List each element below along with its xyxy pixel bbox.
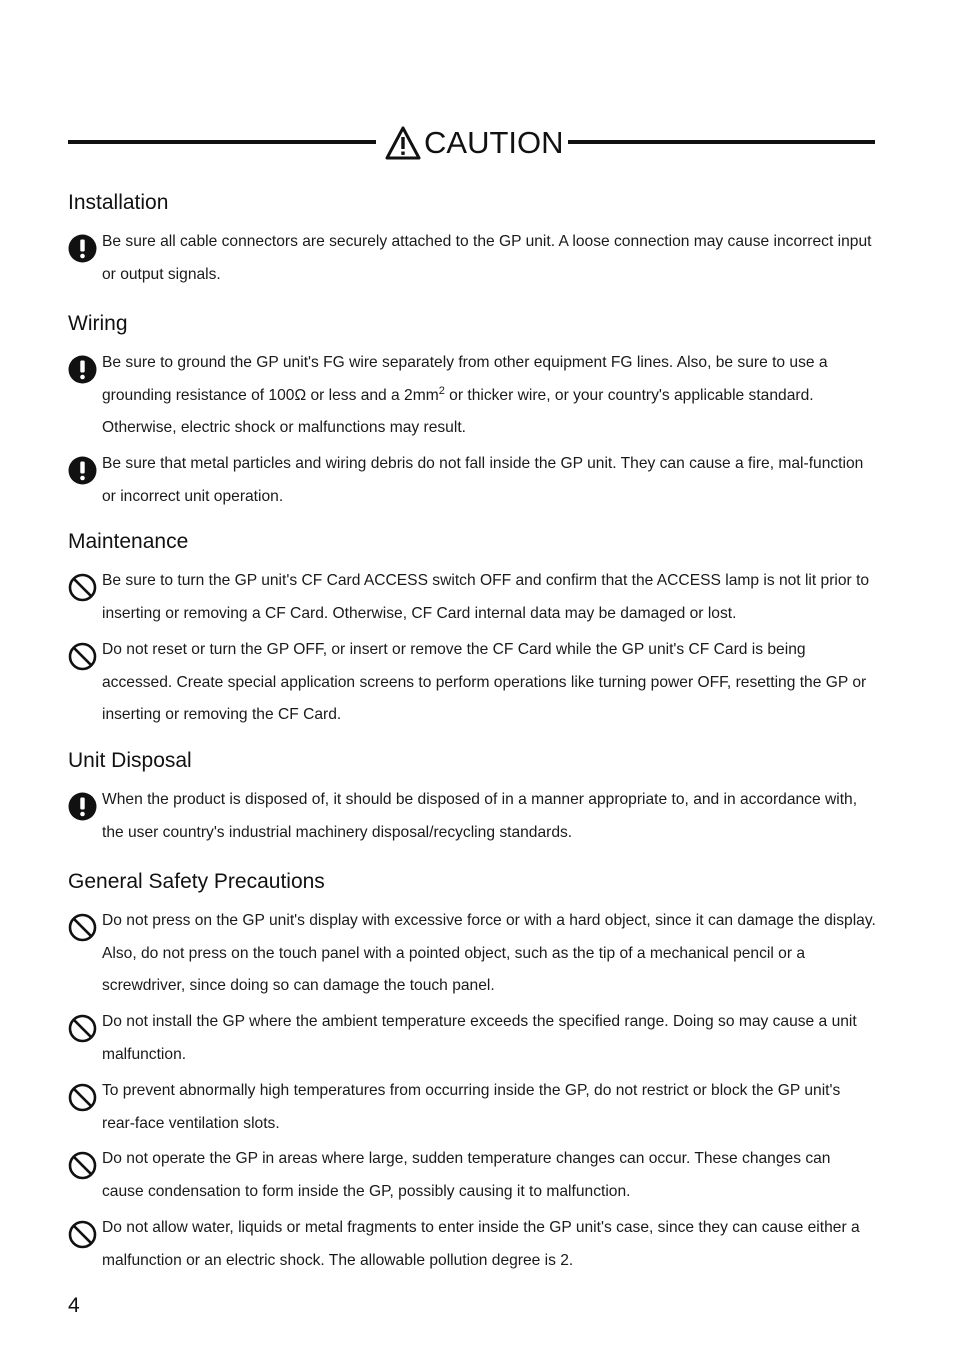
- prohibited-icon: [68, 1014, 97, 1043]
- caution-header: [68, 120, 875, 166]
- page-number: 4: [68, 1294, 80, 1317]
- header-rule-right: [568, 140, 875, 144]
- caution-item-text: Be sure to turn the GP unit's CF Card ACCESS switch OFF and confirm that the ACCESS lamp is not lit prior to inserting or removing a CF Card. Otherwise, CF Card internal data may be damaged or lost.: [102, 572, 870, 622]
- warning-triangle-icon: [384, 125, 422, 161]
- prohibited-icon: [68, 1083, 97, 1112]
- section-heading-maintenance: Maintenance: [68, 530, 189, 553]
- section-heading-unit-disposal: Unit Disposal: [68, 749, 192, 772]
- caution-item-text: Be sure that metal particles and wiring debris do not fall inside the GP unit. They can cause a fire, mal-function or incorrect unit operation.: [102, 455, 864, 505]
- caution-item-text: Be sure all cable connectors are securely attached to the GP unit. A loose connection may cause incorrect input or output signals.: [102, 233, 872, 283]
- prohibited-icon: [68, 1220, 97, 1249]
- text-segment: or thicker wire, or your country's applicable standard. Otherwise, electric shock or malfunctions may result.: [102, 386, 814, 436]
- caution-title-text: CAUTION: [424, 125, 564, 160]
- section-heading-installation: Installation: [68, 191, 169, 214]
- caution-title: [384, 120, 564, 166]
- caution-item-text: Do not operate the GP in areas where large, sudden temperature changes can occur. These changes can cause condensation to form inside the GP, possibly causing it to malfunction.: [102, 1150, 831, 1200]
- prohibited-icon: [68, 1151, 97, 1180]
- caution-item-text: Do not reset or turn the GP OFF, or insert or remove the CF Card while the GP unit's CF Card is being accessed. Create special application screens to perform operations like turning power OFF, resetting the GP or inserting or removing the CF Card.: [102, 641, 867, 723]
- mandatory-exclamation-icon: [68, 355, 97, 384]
- superscript: 2: [438, 384, 445, 397]
- prohibited-icon: [68, 573, 97, 602]
- caution-item-text: To prevent abnormally high temperatures from occurring inside the GP, do not restrict or block the GP unit's rear-face ventilation slots.: [102, 1082, 841, 1132]
- mandatory-exclamation-icon: [68, 792, 97, 821]
- caution-item-text: [102, 347, 876, 445]
- header-rule-left: [68, 140, 376, 144]
- prohibited-icon: [68, 642, 97, 671]
- section-heading-general-safety: General Safety Precautions: [68, 870, 325, 893]
- prohibited-icon: [68, 913, 97, 942]
- mandatory-exclamation-icon: [68, 234, 97, 263]
- mandatory-exclamation-icon: [68, 456, 97, 485]
- section-heading-wiring: Wiring: [68, 312, 128, 335]
- text-segment: Be sure to ground the GP unit's FG wire separately from other equipment FG lines. Also, be sure to use a grounding resistance of 100Ω or less and a 2mm: [102, 354, 828, 404]
- caution-item-text: Do not allow water, liquids or metal fragments to enter inside the GP unit's case, since they can cause either a malfunction or an electric shock. The allowable pollution degree is 2.: [102, 1219, 860, 1269]
- caution-item-text: Do not install the GP where the ambient temperature exceeds the specified range. Doing so may cause a unit malfunction.: [102, 1013, 857, 1063]
- caution-item-text: When the product is disposed of, it should be disposed of in a manner appropriate to, and in accordance with, the user country's industrial machinery disposal/recycling standards.: [102, 791, 858, 841]
- caution-item-text: Do not press on the GP unit's display with excessive force or with a hard object, since it can damage the display. Also, do not press on the touch panel with a pointed object, such as the tip of a mechanical pencil or a screwdriver, since doing so can damage the touch panel.: [102, 912, 876, 994]
